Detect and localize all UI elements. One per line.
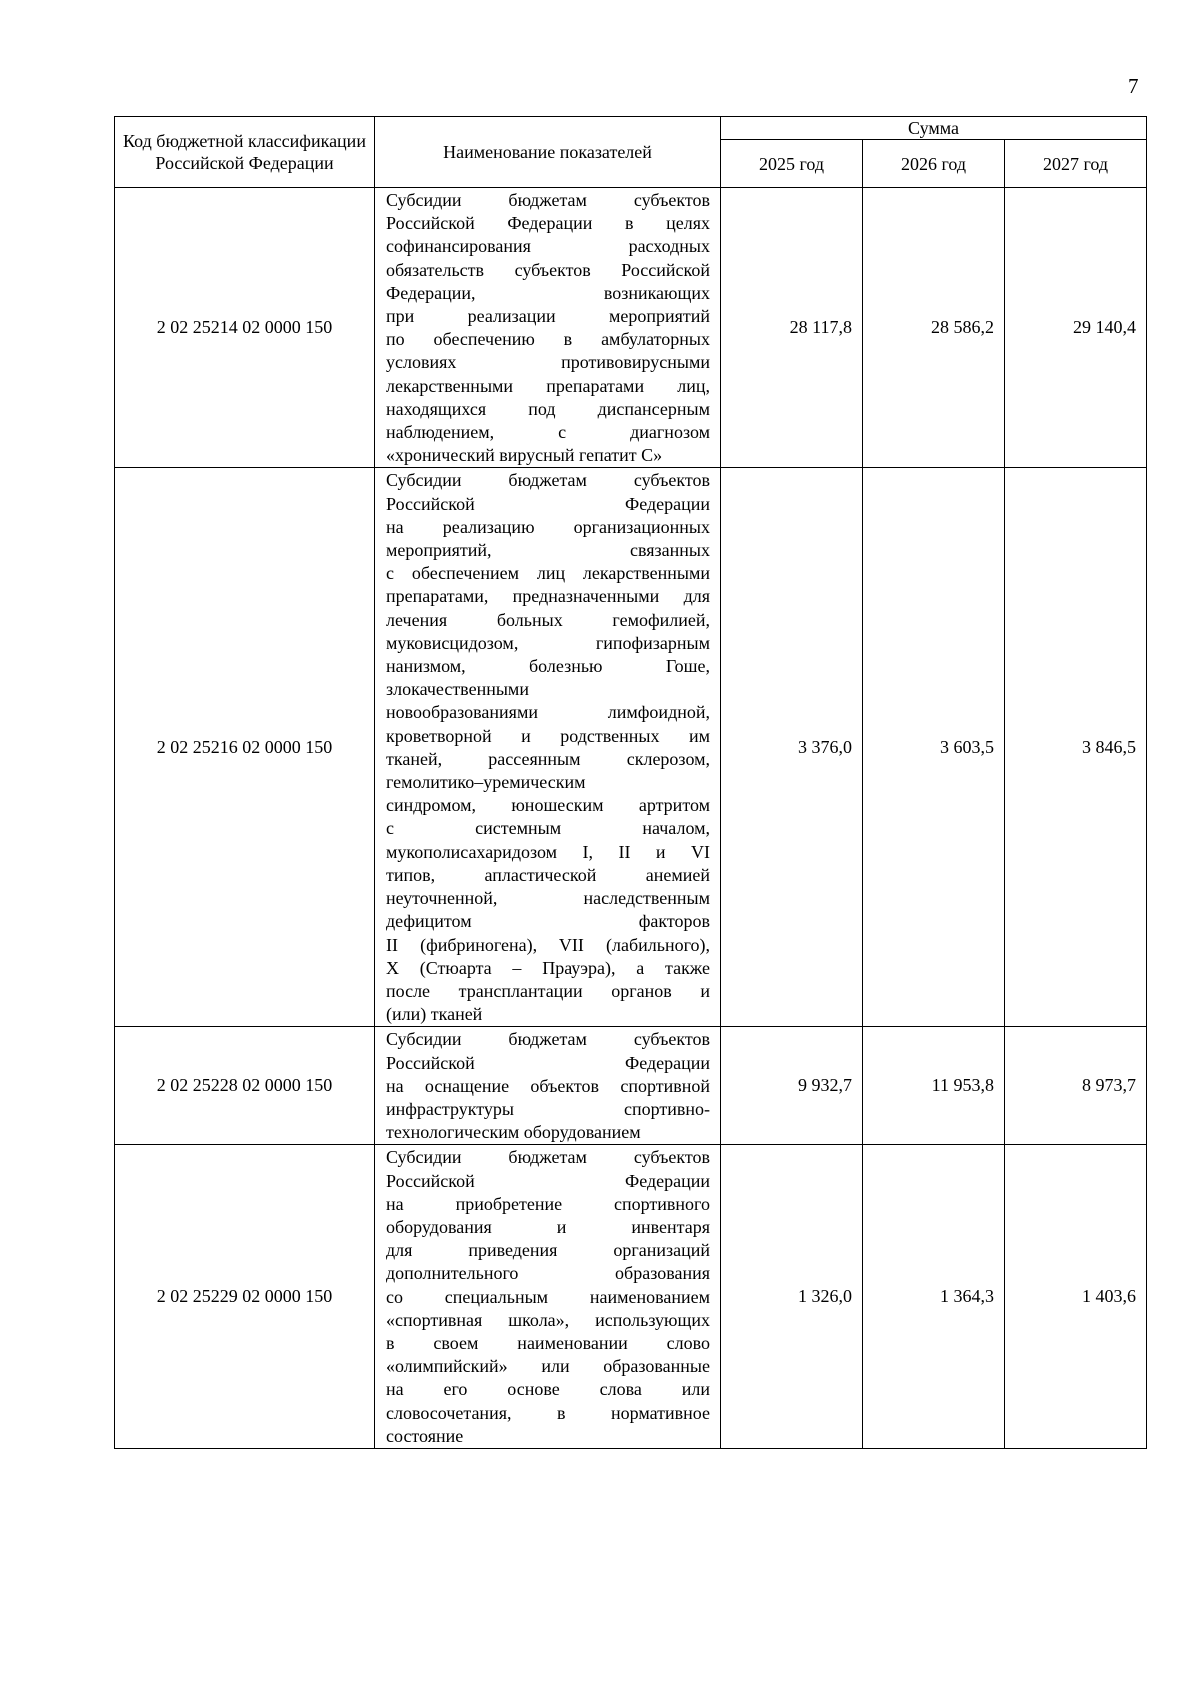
header-year-2026: 2026 год bbox=[863, 140, 1005, 188]
indicator-name-line: злокачественными bbox=[386, 679, 529, 700]
indicator-name-line: наблюдением, с диагнозом bbox=[386, 422, 710, 443]
indicator-name-line: в своем наименовании слово bbox=[386, 1332, 710, 1353]
amount-2026: 11 953,8 bbox=[863, 1027, 1005, 1145]
table-header bbox=[115, 117, 1147, 188]
amount-2026: 28 586,2 bbox=[863, 188, 1005, 468]
indicator-name-line: после трансплантации органов и bbox=[386, 980, 710, 1001]
page-number: 7 bbox=[1128, 74, 1139, 98]
amount-2026: 3 603,5 bbox=[863, 468, 1005, 1027]
indicator-name-line: мукополисахаридозом I, II и VI bbox=[386, 841, 710, 862]
indicator-name-line: дополнительного образования bbox=[386, 1263, 710, 1284]
indicator-name-line: софинансирования расходных bbox=[386, 236, 710, 257]
budget-code: 2 02 25216 02 0000 150 bbox=[115, 468, 375, 1027]
indicator-name-line: Российской Федерации bbox=[386, 1052, 710, 1073]
budget-code: 2 02 25214 02 0000 150 bbox=[115, 188, 375, 468]
indicator-name-line: типов, апластической анемией bbox=[386, 864, 710, 885]
indicator-name-line: на приобретение спортивного bbox=[386, 1193, 710, 1214]
indicator-name-line: синдромом, юношеским артритом bbox=[386, 795, 710, 816]
indicator-name bbox=[375, 188, 721, 468]
indicator-name-line: словосочетания, в нормативное bbox=[386, 1402, 710, 1423]
indicator-name-line: инфраструктуры спортивно- bbox=[386, 1098, 710, 1119]
amount-2025: 9 932,7 bbox=[721, 1027, 863, 1145]
table-row bbox=[115, 1027, 1147, 1145]
indicator-name-line: при реализации мероприятий bbox=[386, 306, 710, 327]
indicator-name-line: с системным началом, bbox=[386, 818, 710, 839]
indicator-name-line: оборудования и инвентаря bbox=[386, 1216, 710, 1237]
indicator-name-line: дефицитом факторов bbox=[386, 911, 710, 932]
indicator-name-line: «спортивная школа», использующих bbox=[386, 1309, 710, 1330]
indicator-name-line: на оснащение объектов спортивной bbox=[386, 1075, 710, 1096]
indicator-name bbox=[375, 1027, 721, 1145]
budget-code: 2 02 25228 02 0000 150 bbox=[115, 1027, 375, 1145]
indicator-name-line: (или) тканей bbox=[386, 1004, 483, 1025]
indicator-name-line: для приведения организаций bbox=[386, 1240, 710, 1261]
indicator-name-line: «олимпийский» или образованные bbox=[386, 1356, 710, 1377]
indicator-name-line: со специальным наименованием bbox=[386, 1286, 710, 1307]
budget-code: 2 02 25229 02 0000 150 bbox=[115, 1145, 375, 1449]
indicator-name-line: Российской Федерации в целях bbox=[386, 213, 710, 234]
indicator-name-line: по обеспечению в амбулаторных bbox=[386, 329, 710, 350]
indicator-name-line: II (фибриногена), VII (лабильного), bbox=[386, 934, 710, 955]
indicator-name-line: препаратами, предназначенными для bbox=[386, 586, 710, 607]
indicator-name-line: Федерации, возникающих bbox=[386, 282, 710, 303]
indicator-name-line: Субсидии бюджетам субъектов bbox=[386, 190, 710, 210]
indicator-name-line: на реализацию организационных bbox=[386, 516, 710, 537]
indicator-name-line: X (Стюарта – Прауэра), а также bbox=[386, 957, 710, 978]
indicator-name bbox=[375, 1145, 721, 1449]
indicator-name-line: технологическим оборудованием bbox=[386, 1122, 641, 1143]
indicator-name-line: обязательств субъектов Российской bbox=[386, 259, 710, 280]
indicator-name-line: Субсидии бюджетам субъектов bbox=[386, 470, 710, 491]
amount-2027: 3 846,5 bbox=[1005, 468, 1147, 1027]
indicator-name-line: с обеспечением лиц лекарственными bbox=[386, 563, 710, 584]
indicator-name-line: находящихся под диспансерным bbox=[386, 398, 710, 419]
indicator-name-line: новообразованиями лимфоидной, bbox=[386, 702, 710, 723]
indicator-name-line: мероприятий, связанных bbox=[386, 540, 710, 561]
table-body bbox=[115, 188, 1147, 1449]
header-sum: Сумма bbox=[721, 117, 1147, 140]
table-row bbox=[115, 1145, 1147, 1449]
header-year-2027: 2027 год bbox=[1005, 140, 1147, 188]
indicator-name-line: неуточненной, наследственным bbox=[386, 888, 710, 909]
table-row bbox=[115, 468, 1147, 1027]
indicator-name-line: лечения больных гемофилией, bbox=[386, 609, 710, 630]
amount-2027: 1 403,6 bbox=[1005, 1145, 1147, 1449]
indicator-name-line: гемолитико–уремическим bbox=[386, 772, 586, 793]
header-year-2025: 2025 год bbox=[721, 140, 863, 188]
indicator-name-line: «хронический вирусный гепатит С» bbox=[386, 445, 663, 466]
indicator-name-line: муковисцидозом, гипофизарным bbox=[386, 632, 710, 653]
indicator-name-line: Российской Федерации bbox=[386, 1170, 710, 1191]
indicator-name-line: тканей, рассеянным склерозом, bbox=[386, 748, 710, 769]
indicator-name-line: Субсидии бюджетам субъектов bbox=[386, 1029, 710, 1050]
amount-2025: 28 117,8 bbox=[721, 188, 863, 468]
header-code: Код бюджетной классификации Российской Федерации bbox=[115, 117, 375, 188]
indicator-name-line: условиях противовирусными bbox=[386, 352, 710, 373]
header-name: Наименование показателей bbox=[375, 117, 721, 188]
amount-2025: 1 326,0 bbox=[721, 1145, 863, 1449]
budget-table bbox=[114, 116, 1147, 1449]
table-row bbox=[115, 188, 1147, 468]
indicator-name-line: лекарственными препаратами лиц, bbox=[386, 375, 710, 396]
indicator-name-line: на его основе слова или bbox=[386, 1379, 710, 1400]
amount-2027: 8 973,7 bbox=[1005, 1027, 1147, 1145]
amount-2027: 29 140,4 bbox=[1005, 188, 1147, 468]
indicator-name-line: состояние bbox=[386, 1425, 464, 1446]
indicator-name-line: Российской Федерации bbox=[386, 493, 710, 514]
indicator-name bbox=[375, 468, 721, 1027]
amount-2025: 3 376,0 bbox=[721, 468, 863, 1027]
indicator-name-line: кроветворной и родственных им bbox=[386, 725, 710, 746]
indicator-name-line: нанизмом, болезнью Гоше, bbox=[386, 656, 710, 677]
indicator-name-line: Субсидии бюджетам субъектов bbox=[386, 1147, 710, 1168]
amount-2026: 1 364,3 bbox=[863, 1145, 1005, 1449]
